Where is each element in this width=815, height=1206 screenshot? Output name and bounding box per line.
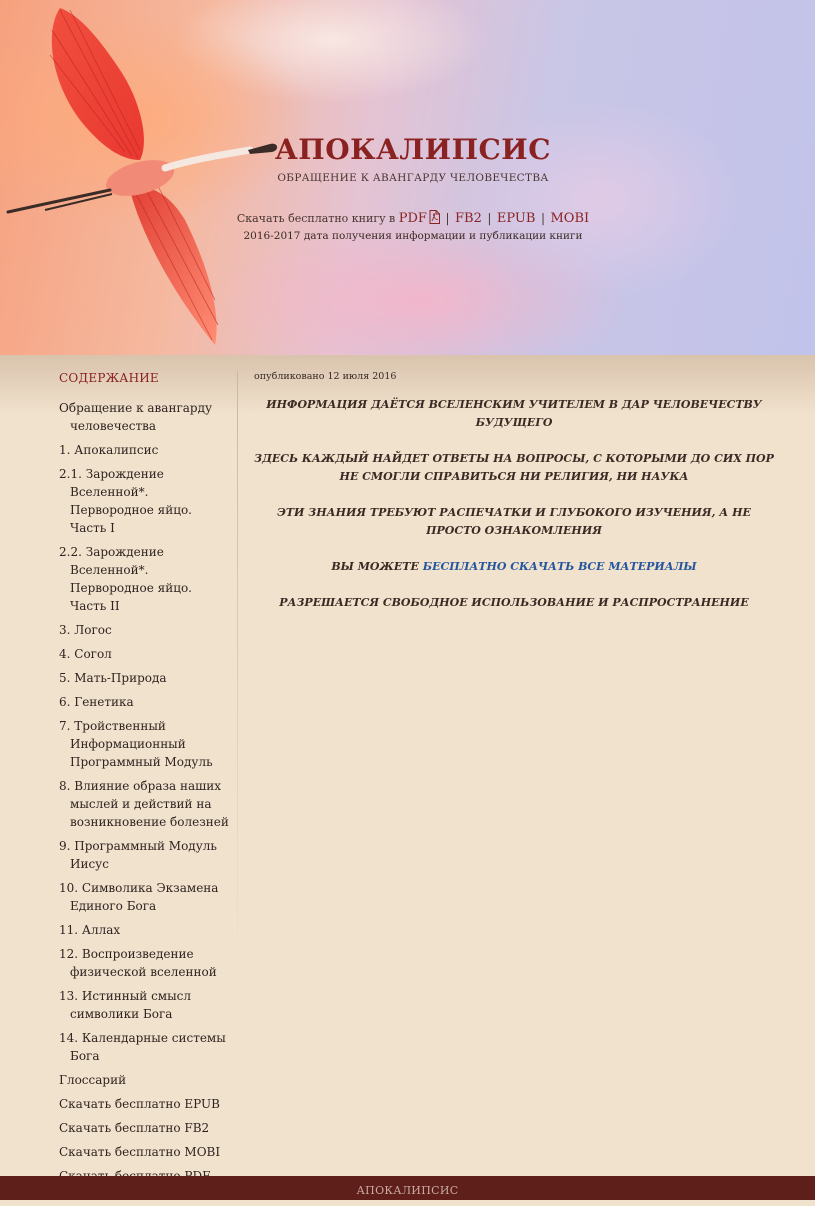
download-all-prefix: ВЫ МОЖЕТЕ xyxy=(331,560,419,573)
toc-item[interactable]: Обращение к авангарду человечества xyxy=(59,401,213,433)
toc-item[interactable]: 11. Аллах xyxy=(59,923,121,937)
toc-item[interactable]: 6. Генетика xyxy=(59,695,134,709)
toc-item[interactable]: 10. Символика Экзамена Единого Бога xyxy=(59,881,219,913)
intro-paragraph-2: ЗДЕСЬ КАЖДЫЙ НАЙДЕТ ОТВЕТЫ НА ВОПРОСЫ, С КОТОРЫМИ ДО СИХ ПОР НЕ СМОГЛИ СПРАВИТЬСЯ НИ РЕЛИГИЯ, НИ НАУКА xyxy=(254,452,774,483)
separator: | xyxy=(540,211,545,225)
toc-item[interactable]: 8. Влияние образа наших мыслей и действий на возникновение болезней xyxy=(59,779,229,829)
toc-item[interactable]: 4. Согол xyxy=(59,647,112,661)
column-divider xyxy=(237,371,238,971)
toc-item-download-mobi[interactable]: Скачать бесплатно MOBI xyxy=(59,1145,221,1159)
footer-title[interactable]: АПОКАЛИПСИС xyxy=(356,1184,459,1197)
separator: | xyxy=(445,211,450,225)
download-epub-link[interactable]: EPUB xyxy=(496,211,536,226)
intro-paragraph-4 xyxy=(254,558,774,576)
toc-item[interactable]: 2.2. Зарождение Вселенной*. Первородное яйцо. Часть II xyxy=(59,545,192,613)
site-subtitle: ОБРАЩЕНИЕ К АВАНГАРДУ ЧЕЛОВЕЧЕСТВА xyxy=(277,172,549,184)
pdf-file-icon[interactable] xyxy=(429,210,440,224)
main-content xyxy=(254,371,774,630)
toc-item[interactable]: 12. Воспроизведение физической вселенной xyxy=(59,947,217,979)
download-pdf-link[interactable]: PDF xyxy=(398,211,427,226)
download-links-row xyxy=(200,210,626,226)
toc-item-download-fb2[interactable]: Скачать бесплатно FB2 xyxy=(59,1121,210,1135)
toc-item[interactable]: 13. Истинный смысл символики Бога xyxy=(59,989,192,1021)
header-banner xyxy=(0,0,815,355)
toc-item[interactable]: 3. Логос xyxy=(59,623,112,637)
download-fb2-link[interactable]: FB2 xyxy=(455,211,482,226)
intro-paragraph-3: ЭТИ ЗНАНИЯ ТРЕБУЮТ РАСПЕЧАТКИ И ГЛУБОКОГО ИЗУЧЕНИЯ, А НЕ ПРОСТО ОЗНАКОМЛЕНИЯ xyxy=(277,506,751,537)
toc-list xyxy=(59,399,229,1185)
toc-item[interactable]: 14. Календарные системы Бога xyxy=(59,1031,226,1063)
separator: | xyxy=(487,211,492,225)
download-mobi-link[interactable]: MOBI xyxy=(550,211,590,226)
toc-item-download-epub[interactable]: Скачать бесплатно EPUB xyxy=(59,1097,220,1111)
intro-paragraph-5: РАЗРЕШАЕТСЯ СВОБОДНОЕ ИСПОЛЬЗОВАНИЕ И РАСПРОСТРАНЕНИЕ xyxy=(279,596,749,609)
dates-note: 2016-2017 дата получения информации и публикации книги xyxy=(243,230,583,242)
sidebar-title: СОДЕРЖАНИЕ xyxy=(59,371,159,385)
site-title[interactable]: АПОКАЛИПСИС xyxy=(274,133,552,166)
toc-item[interactable]: 2.1. Зарождение Вселенной*. Первородное яйцо. Часть I xyxy=(59,467,192,535)
download-all-link[interactable]: БЕСПЛАТНО СКАЧАТЬ ВСЕ МАТЕРИАЛЫ xyxy=(422,560,697,573)
toc-item[interactable]: 1. Апокалипсис xyxy=(59,443,159,457)
sidebar-toc xyxy=(59,371,229,1191)
toc-item[interactable]: 7. Тройственный Информационный Программный Модуль xyxy=(59,719,213,769)
download-prefix: Скачать бесплатно книгу в xyxy=(236,212,396,225)
toc-item-glossary[interactable]: Глоссарий xyxy=(59,1073,127,1087)
footer-bar xyxy=(0,1176,815,1200)
toc-item[interactable]: 5. Мать-Природа xyxy=(59,671,167,685)
toc-item[interactable]: 9. Программный Модуль Иисус xyxy=(59,839,217,871)
published-date: опубликовано 12 июля 2016 xyxy=(254,371,397,382)
intro-paragraph-1: ИНФОРМАЦИЯ ДАЁТСЯ ВСЕЛЕНСКИМ УЧИТЕЛЕМ В ДАР ЧЕЛОВЕЧЕСТВУ БУДУЩЕГО xyxy=(266,398,762,429)
